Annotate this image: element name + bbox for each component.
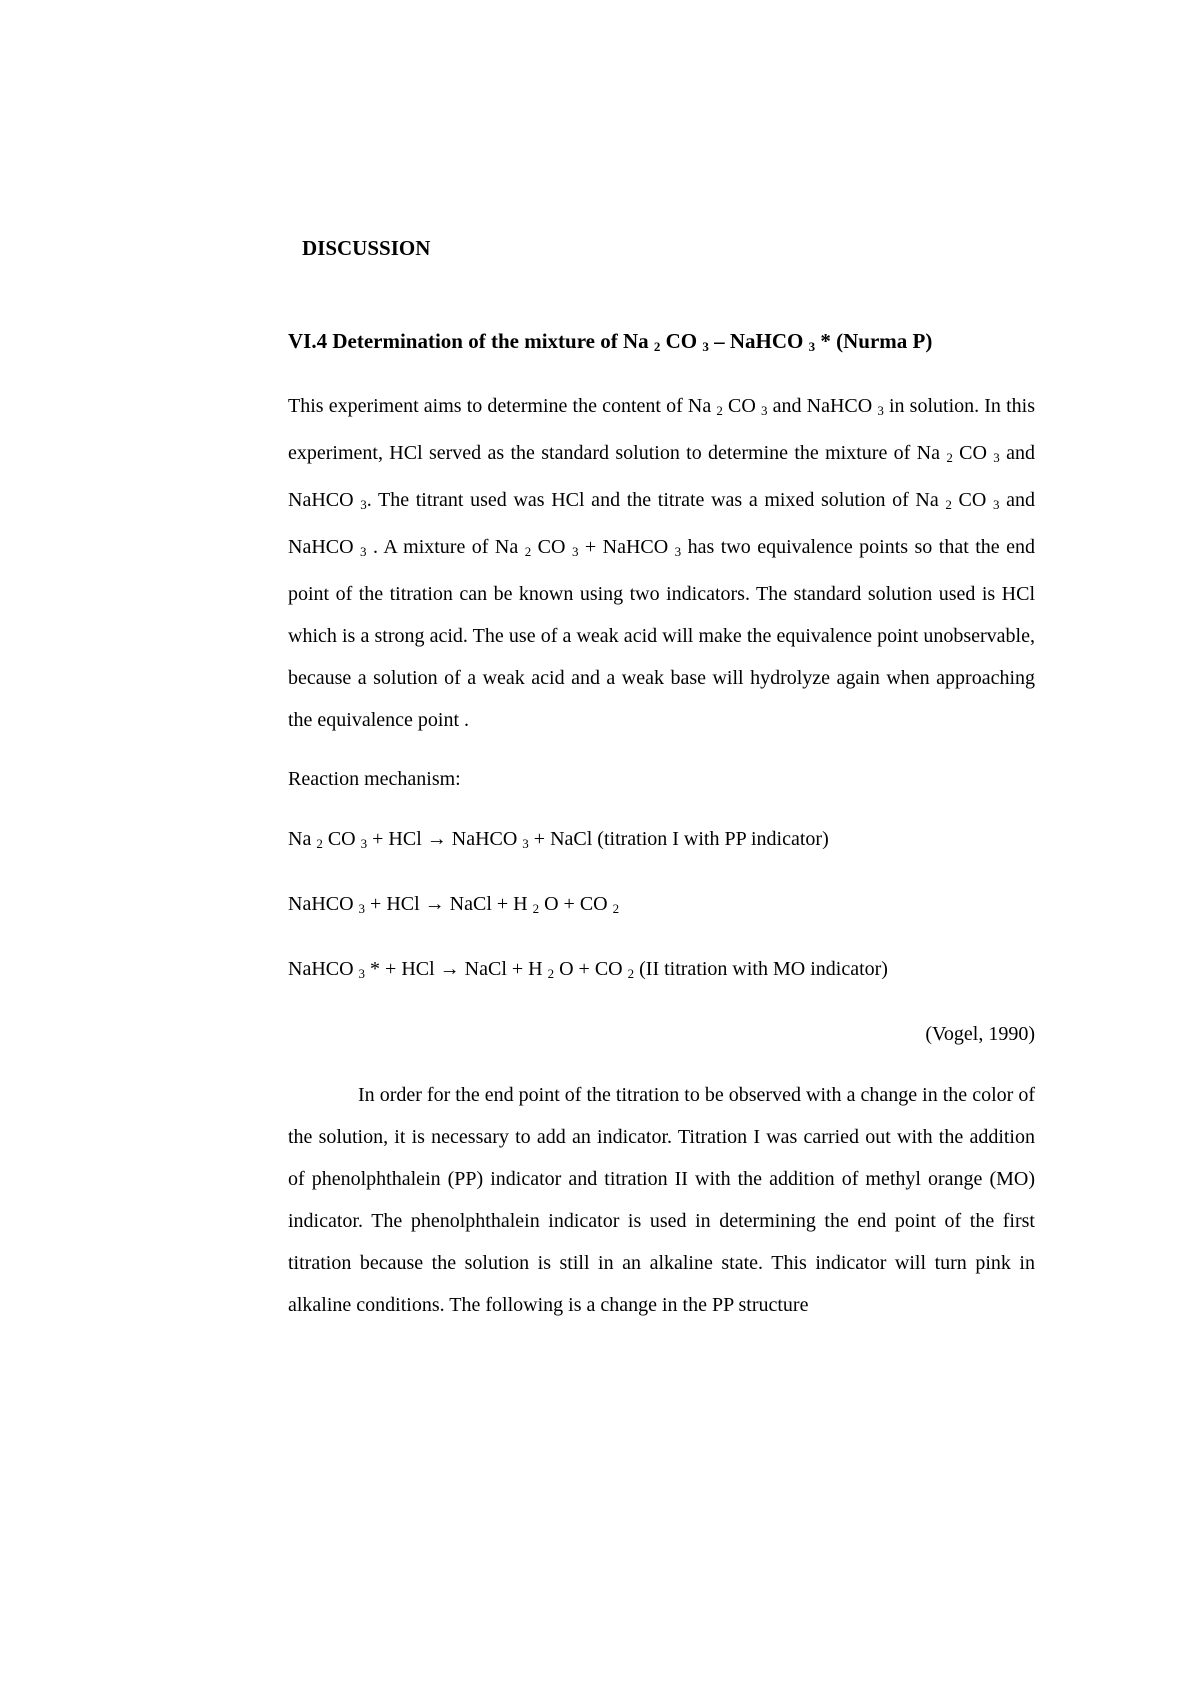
equation-3: NaHCO $_3$ * + HCl → NaCl + H $_2$ O + CO $_2$ (II titration with MO indicator) xyxy=(288,958,888,981)
intro-paragraph: This experiment aims to determine the content of Na $_2$ CO $_3$ and NaHCO $_3$ in solution. In this experiment, HCl served as the standard solution to determine the mixture of Na $_2$ CO $_3$ and NaHCO $_3$. The titrant used was HCl and the titrate was a mixed solution of Na $_2$ CO $_3$ and NaHCO $_3$ . A mixture of Na $_2$ CO $_3$ + NaHCO $_3$ has two equivalence points so that the end point of the titration can be known using two indicators. The standard solution used is HCl which is a strong acid. The use of a weak acid will make the equivalence point unobservable, because a solution of a weak acid and a weak base will hydrolyze again when approaching the equivalence point . xyxy=(288,395,1035,731)
reaction-label: Reaction mechanism: xyxy=(288,768,461,790)
subsection-heading: VI.4 Determination of the mixture of Na $_2$ CO $_3$ – NaHCO $_3$ * (Nurma P) xyxy=(288,329,933,354)
page-content xyxy=(288,228,1035,1326)
equation-2: NaHCO $_3$ + HCl → NaCl + H $_2$ O + CO $_2$ xyxy=(288,893,620,916)
section-heading: DISCUSSION xyxy=(302,236,431,260)
citation: (Vogel, 1990) xyxy=(925,1023,1035,1045)
indicator-paragraph: In order for the end point of the titration to be observed with a change in the color of the solution, it is necessary to add an indicator. Titration I was carried out with the addition of phenolphthalein (PP) indicator and titration II with the addition of methyl orange (MO) indicator. The phenolphthalein indicator is used in determining the end point of the first titration because the solution is still in an alkaline state. This indicator will turn pink in alkaline conditions. The following is a change in the PP structure xyxy=(288,1084,1035,1316)
equation-1: Na $_2$ CO $_3$ + HCl → NaHCO $_3$ + NaCl (titration I with PP indicator) xyxy=(288,828,829,851)
